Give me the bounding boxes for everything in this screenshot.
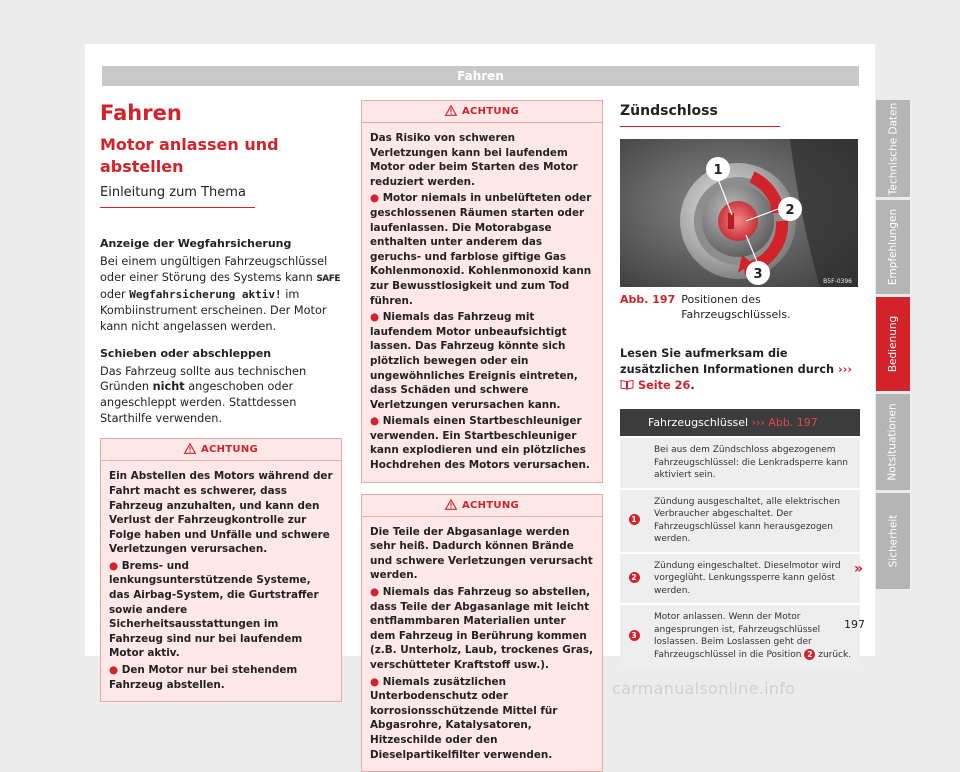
warning-item: [370, 675, 594, 763]
warning-header: [101, 439, 341, 461]
text-run: im Kombiinstrument erscheinen. Der Motor kann nicht angelassen werden.: [100, 288, 327, 333]
ref-arrows: ›››: [751, 416, 765, 429]
column-left: [100, 100, 345, 702]
immobilizer-heading: Anzeige der Wegfahrsicherung: [100, 237, 292, 250]
side-tab-technische-daten[interactable]: [876, 100, 910, 197]
warning-item-text: Niemals das Fahrzeug mit laufendem Motor unbeaufsichtigt lassen. Das Fahrzeug könnte sich plötzlich bewegen oder ein ungewöhnliches Ereignis eintreten, dass Schäden und schwere Verletzungen verursachen kann.: [370, 311, 578, 411]
text-run: zurück.: [815, 649, 852, 660]
running-header: Fahren: [102, 66, 859, 86]
figure-code: B5F-0396: [823, 278, 852, 285]
warning-item: [370, 310, 594, 412]
side-tab-strip: [876, 100, 910, 592]
warning-body: [362, 517, 602, 772]
table-header: [620, 409, 860, 437]
ignition-lock-illustration: [620, 139, 858, 287]
row-text: [648, 604, 860, 667]
text-run: Bei einem ungültigen Fahrzeugschlüssel oder einer Störung des Systems kann: [100, 255, 328, 284]
warning-box: [361, 494, 603, 772]
warning-header: [362, 101, 602, 123]
section-title: Motor anlassen und abstellen: [100, 135, 279, 176]
bullet-icon: ●: [370, 192, 383, 205]
column-right: [620, 100, 860, 667]
warning-label: ACHTUNG: [461, 499, 520, 511]
warning-item-text: Niemals das Fahrzeug so abstellen, dass Teile der Abgasanlage mit leicht entflammbaren Materialien unter dem Fahrzeug in Berührung kommen (z.B. Unterholz, Laub, trockenes Gras, verschütteter Kraftstoff usw.).: [370, 586, 594, 671]
warning-item: [109, 559, 333, 661]
warning-intro: Das Risiko von schweren Verletzungen kann bei laufendem Motor oder beim Starten des Motor reduziert werden.: [370, 132, 578, 188]
callout-1: [706, 157, 730, 181]
read-note: [620, 346, 860, 394]
table-row: [620, 604, 860, 667]
position-number-badge: 3: [629, 630, 640, 641]
row-number: [620, 437, 648, 489]
side-tab-label: Technische Daten: [887, 102, 900, 195]
callout-2: [778, 197, 802, 221]
display-message: Wegfahrsicherung aktiv!: [129, 288, 282, 302]
text-run: Das Fahrzeug sollte aus technischen Gründen: [100, 364, 307, 394]
text-run: .: [690, 379, 695, 392]
warning-intro: Die Teile der Abgasanlage werden sehr heiß. Dadurch können Brände und schwere Verletzungen verursacht werden.: [370, 525, 593, 582]
bullet-icon: ●: [370, 311, 383, 324]
side-tab-label: Empfehlungen: [887, 208, 900, 286]
side-tab-label: Sicherheit: [887, 514, 900, 568]
side-tab-label: Bedienung: [887, 315, 899, 373]
position-number-badge: 2: [804, 649, 815, 660]
continue-arrow-icon: »: [854, 561, 864, 577]
warning-box: [100, 438, 342, 702]
row-number: [620, 604, 648, 667]
caption-text: Positionen des Fahrzeugschlüssels.: [681, 293, 791, 321]
side-tab-sicherheit[interactable]: [876, 493, 910, 589]
book-icon: [620, 379, 634, 390]
warning-item: [370, 414, 594, 472]
figure-reference-link[interactable]: Abb. 197: [768, 416, 818, 429]
chapter-title: Fahren: [100, 101, 182, 125]
column-middle: [361, 100, 601, 772]
safe-symbol-icon: SAFE: [316, 273, 341, 284]
side-tab-empfehlungen[interactable]: [876, 200, 910, 294]
row-number: [620, 553, 648, 605]
bullet-icon: ●: [370, 675, 383, 688]
callout-3: [746, 261, 770, 285]
bullet-icon: ●: [370, 586, 383, 599]
table-row: [620, 489, 860, 553]
position-number-badge: 2: [629, 572, 640, 583]
page-number: 197: [844, 618, 865, 631]
text-run: angeschoben oder angeschleppt werden. Stattdessen Starthilfe verwenden.: [100, 380, 297, 425]
emphasis: nicht: [152, 380, 185, 394]
row-text: Zündung ausgeschaltet, alle elektrischen Verbraucher abgeschaltet. Der Fahrzeugschlüssel kann herausgezogen werden.: [648, 489, 860, 553]
warning-item: [370, 585, 594, 673]
table-row: [620, 553, 860, 605]
warning-triangle-icon: [445, 499, 457, 510]
watermark: carmanualsonline.info: [612, 679, 796, 698]
ref-arrows: ›››: [838, 363, 853, 376]
warning-label: ACHTUNG: [461, 106, 520, 117]
callout-label: 3: [753, 267, 763, 282]
ignition-figure: [620, 139, 858, 287]
table-row: [620, 437, 860, 489]
warning-item: [109, 663, 333, 692]
figure-caption: [620, 292, 860, 322]
row-number: [620, 489, 648, 553]
subsection-title: Einleitung zum Thema: [100, 184, 255, 208]
warning-item-text: Motor niemals in unbelüfteten oder geschlossenen Räumen starten oder laufenlassen. Die Motorabgase enthalten unter anderem das geruchs- und farblose giftige Gas Kohlenmonoxid. Kohlenmonoxid kann zur Bewusstlosigkeit und zum Tod führen.: [370, 192, 592, 307]
text-run: Motor anlassen. Wenn der Motor angesprungen ist, Fahrzeugschlüssel loslassen. Beim Loslassen geht der Fahrzeugschlüssel in die Position: [654, 612, 821, 660]
warning-intro: Ein Abstellen des Motors während der Fahrt macht es schwerer, dass Fahrzeug anzuhalten, und kann den Verlust der Fahrzeugkontrolle zur Folge haben und Unfälle und schwere Verletzungen verursachen.: [109, 470, 333, 556]
callout-label: 2: [785, 203, 795, 218]
intro-body: [100, 236, 346, 426]
bullet-icon: ●: [370, 415, 383, 428]
towing-heading: Schieben oder abschleppen: [100, 346, 272, 360]
immobilizer-paragraph: [100, 254, 346, 335]
ignition-section-title: Zündschloss: [620, 100, 780, 127]
warning-triangle-icon: [445, 105, 457, 116]
table-header-row: [620, 409, 860, 437]
warning-header: [362, 495, 602, 517]
bullet-icon: ●: [109, 664, 122, 677]
warning-label: ACHTUNG: [200, 444, 259, 456]
row-text: Zündung eingeschaltet. Dieselmotor wird vorgeglüht. Lenkungssperre kann gelöst werden.: [648, 553, 860, 605]
callout-label: 1: [713, 163, 723, 178]
warning-body: [362, 123, 602, 482]
warning-triangle-icon: [184, 443, 196, 454]
key-positions-table: [620, 409, 860, 667]
text-run: oder: [100, 288, 130, 302]
warning-body: [101, 461, 341, 701]
side-tab-bedienung[interactable]: [876, 297, 910, 391]
table-header-label: Fahrzeugschlüssel: [648, 416, 749, 429]
warning-item-text: Niemals zusätzlichen Unterbodenschutz oder korrosionsschützende Mittel für Abgasrohre, Katalysatoren, Hitzeschilde oder den Dieselpartikelfilter verwenden.: [370, 675, 558, 761]
warning-item: [370, 191, 594, 308]
warning-item-text: Den Motor nur bei stehendem Fahrzeug abstellen.: [109, 664, 298, 691]
bullet-icon: ●: [109, 559, 122, 572]
read-note-text: Lesen Sie aufmerksam die zusätzlichen Informationen durch: [620, 347, 835, 376]
warning-item-text: Niemals einen Startbeschleuniger verwenden. Ein Startbeschleuniger kann explodieren und ein plötzliches Hochdrehen des Motors verursachen.: [370, 415, 590, 472]
row-text: Bei aus dem Zündschloss abgezogenem Fahrzeugschlüssel: die Lenkradsperre kann aktiviert sein.: [648, 437, 860, 489]
figure-number: Abb. 197: [620, 293, 676, 306]
towing-paragraph: [100, 364, 346, 427]
side-tab-notsituationen[interactable]: [876, 394, 910, 490]
warning-item-text: Brems- und lenkungsunterstützende Systeme, das Airbag-System, die Gurtstraffer sowie andere Sicherheitsausstattungen im Fahrzeug sind nur bei laufendem Motor aktiv.: [109, 559, 319, 660]
position-number-badge: 1: [629, 514, 640, 525]
page-reference-link[interactable]: Seite 26: [637, 379, 691, 392]
warning-box: [361, 100, 603, 483]
side-tab-label: Notsituationen: [887, 403, 899, 481]
